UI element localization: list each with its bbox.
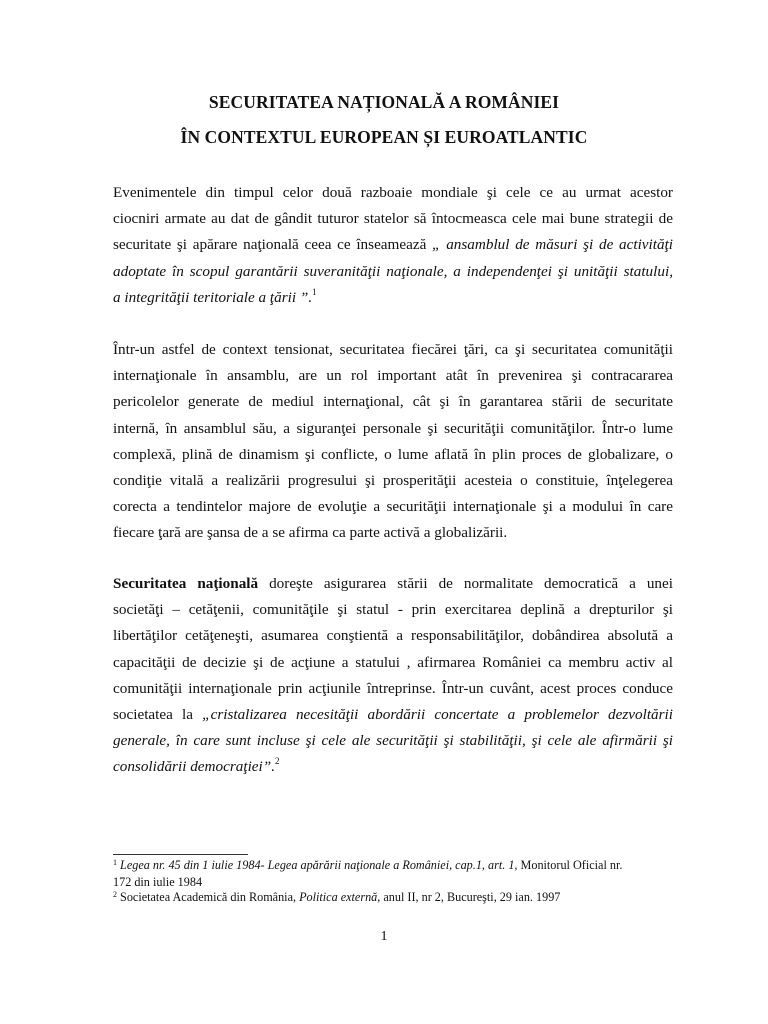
- paragraph-line: [113, 285, 673, 311]
- paragraph-line: [113, 702, 673, 728]
- footnote-number: 2: [113, 890, 117, 899]
- footnote-italic-text: Politica externă: [299, 890, 378, 904]
- paragraph-text: societatea la: [113, 705, 203, 723]
- quotation-text: „cristalizarea necesităţii abordării concertate a problemelor dezvoltării: [202, 705, 673, 723]
- paragraph-1: [113, 180, 673, 311]
- quotation-text: consolidării democraţiei”.: [113, 758, 275, 776]
- paragraph-3: [113, 571, 673, 781]
- footnote-text: Societatea Academică din România,: [117, 890, 300, 904]
- quotation-text: a integrităţii teritoriale a ţării ”.: [113, 288, 313, 306]
- paragraph-line: complexă, plină de dinamism şi conflicte, o lume aflată în plin proces de globalizare, o: [113, 445, 673, 463]
- paragraph-line: [113, 232, 673, 258]
- paragraph-line: condiţie vitală a realizării progresului şi prosperităţii acesteia o constituie, înţelegerea: [113, 471, 673, 489]
- paragraph-line: internaţionale în ansamblu, are un rol important atât în prevenirea şi contracararea: [113, 367, 673, 385]
- page-number: 1: [380, 929, 388, 944]
- footnote-text: , anul II, nr 2, Bucureşti, 29 ian. 1997: [377, 890, 561, 904]
- paragraph-line: societăţi – cetăţenii, comunităţile şi statul - prin exercitarea deplină a drepturilor şi: [113, 601, 673, 619]
- footnote-number: 1: [113, 858, 117, 867]
- paragraph-line: Evenimentele din timpul celor două razboaie mondiale şi cele ce au urmat acestor: [113, 184, 673, 201]
- footnote-2: [113, 890, 673, 907]
- paragraph-line: fiecare ţară are şansa de a se afirma ca parte activă a globalizării.: [113, 524, 508, 542]
- document-title-line-1: SECURITATEA NAȚIONALĂ A ROMÂNIEI: [208, 92, 560, 112]
- paragraph-2: [113, 337, 673, 547]
- paragraph-line: comunităţii internaţionale prin acţiunile întreprinse. Într-un cuvânt, acest proces conduce: [113, 679, 673, 697]
- footnote-1: [113, 858, 673, 875]
- footnote-separator: [113, 854, 248, 855]
- paragraph-text: doreşte asigurarea stării de normalitate democratică a unei: [258, 575, 673, 592]
- quotation-line: generale, în care sunt incluse şi cele ale securităţii şi stabilităţii, şi cele ale afirmării şi: [113, 732, 673, 750]
- footnote-ref-1[interactable]: 1: [312, 286, 317, 297]
- document-title-line-2: ÎN CONTEXTUL EUROPEAN ȘI EUROATLANTIC: [180, 127, 588, 147]
- paragraph-line: libertăţilor cetăţeneşti, asumarea conştientă a responsabilităţilor, dobândirea absolută a: [113, 627, 673, 645]
- paragraph-line: ciocniri armate au dat de gândit tuturor statelor să întocmeasca cele mai bune strategii de: [113, 210, 673, 228]
- bold-term: Securitatea naţională: [113, 575, 259, 592]
- paragraph-line: internă, în ansamblul său, a siguranţei personale şi securităţii comunităţilor. Într-o lume: [113, 419, 673, 437]
- paragraph-line: [113, 571, 673, 597]
- paragraph-line: Într-un astfel de context tensionat, securitatea fiecărei ţări, ca şi securitatea comunităţii: [113, 341, 673, 358]
- paragraph-text: securitate şi apărare naţională ceea ce înseamează: [113, 236, 433, 254]
- paragraph-line: pericolelor generate de mediul internaţional, cât şi în garantarea stării de securitate: [113, 393, 673, 411]
- footnotes: [113, 858, 673, 907]
- quotation-text: „ ansamblul de măsuri şi de activităţi: [432, 236, 674, 254]
- paragraph-line: [113, 754, 673, 780]
- quotation-line: adoptate în scopul garantării suveranităţii naţionale, a independenţei şi unităţii statului,: [113, 262, 673, 280]
- footnote-ref-2[interactable]: 2: [275, 756, 280, 767]
- footnote-1-continuation: 172 din iulie 1984: [113, 874, 203, 889]
- paragraph-line: capacităţii de decizie şi de acţiune a statului , afirmarea României ca membru activ al: [113, 653, 673, 671]
- paragraph-line: corecta a tendintelor majore de evoluţie a securităţii internaţionale şi a modului în care: [113, 498, 673, 516]
- footnote-italic-text: Legea nr. 45 din 1 iulie 1984- Legea apărării naţionale a României, cap.1, art. 1,: [117, 858, 518, 872]
- footnote-text: Monitorul Oficial nr.: [517, 858, 623, 872]
